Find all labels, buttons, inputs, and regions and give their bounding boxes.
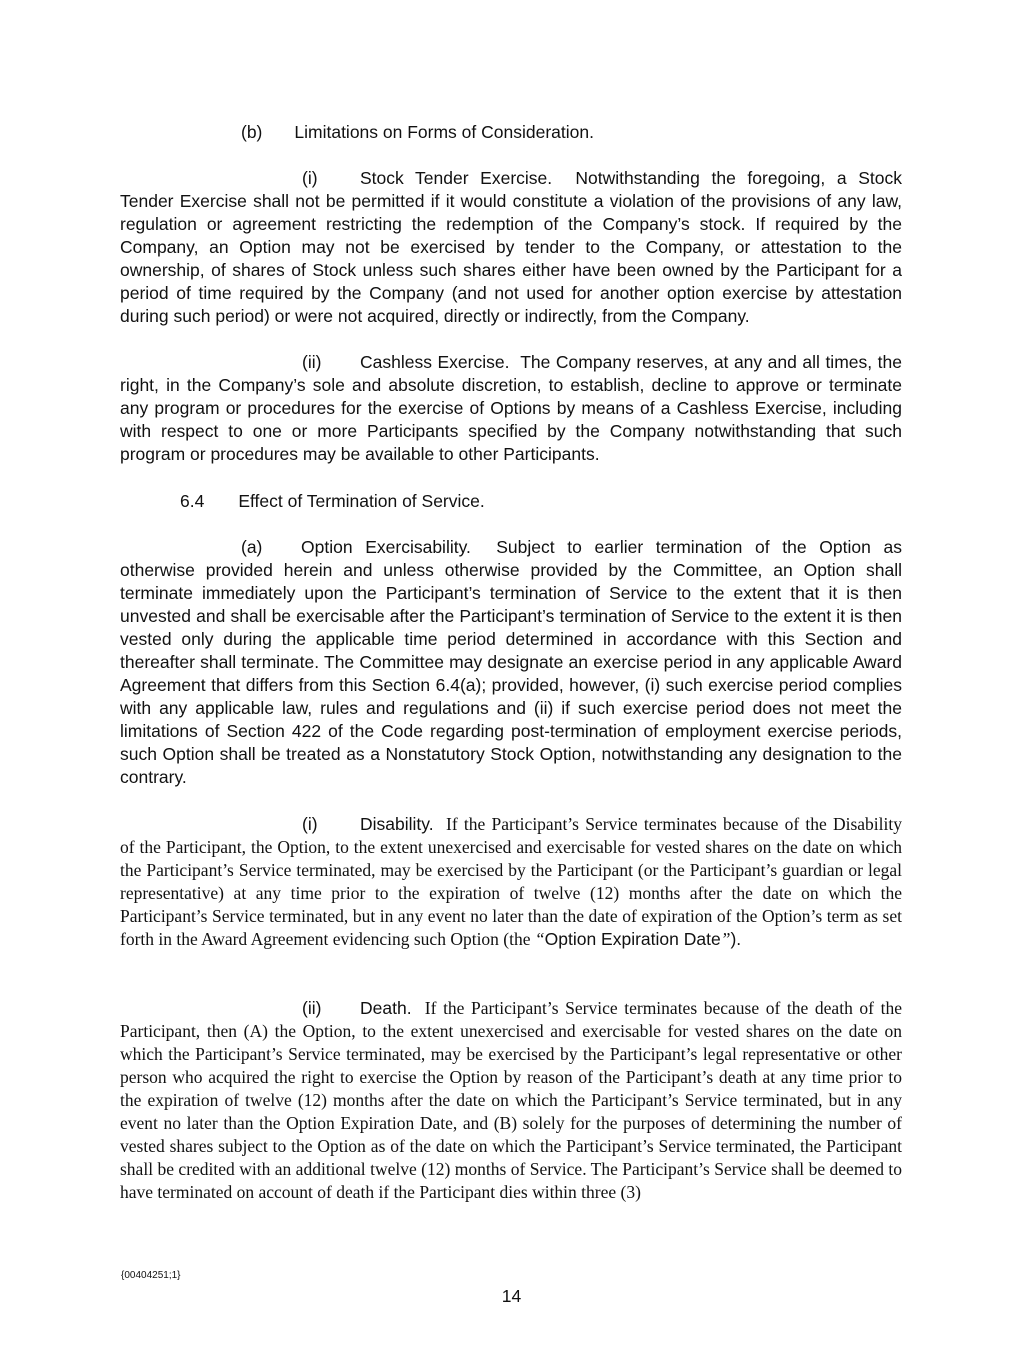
paragraph-text: If the Participant’s Service terminates because of the death of the Participant, then (A) the Option, to the extent unexercised and exercisable for vested shares on the date on which the Participant’s Service terminated, may be exercised by the Participant’s legal representative or other person who acquired the right to exercise the Option by reason of the Participant’s death at any time prior to the expiration of twelve (12) months after the date on which the Participant’s Service terminated, but in any event no later than the Option Expiration Date, and (B) solely for the purposes of determining the number of vested shares subject to the Option as of the date on which the Participant’s Service terminated, the Participant shall be credited with an additional twelve (12) months of Service. The Participant’s Service shall be deemed to have terminated on account of death if the Participant dies within three (3): [120, 998, 903, 1202]
page-number: 14: [501, 1286, 522, 1306]
paragraph-title: Death.: [360, 998, 412, 1018]
paragraph-option-exercisability: [120, 536, 902, 789]
section-heading-b: [241, 121, 594, 144]
paragraph-title: Stock Tender Exercise.: [360, 168, 553, 188]
close-quote: ”: [720, 929, 731, 949]
document-id: {00404251;1}: [121, 1270, 181, 1281]
paragraph-title: Option Exercisability.: [301, 537, 471, 557]
paragraph-ending: ).: [730, 929, 742, 949]
paragraph-death: [120, 997, 902, 1204]
section-label: (b): [241, 122, 263, 142]
paragraph-text: Notwithstanding the foregoing, a Stock Tender Exercise shall not be permitted if it would constitute a violation of the provisions of any law, regulation or agreement restricting the redemption of the Company’s stock. If required by the Company, an Option may not be exercised by tender to the Company, or attestation to the ownership, of shares of Stock unless such shares either have been owned by the Participant for a period of time required by the Company (and not used for another option exercise by attestation during such period) or were not acquired, directly or indirectly, from the Company.: [120, 168, 902, 326]
paragraph-cashless-exercise: [120, 351, 902, 466]
section-title: Effect of Termination of Service.: [238, 491, 485, 511]
paragraph-disability: [120, 813, 902, 951]
paragraph-title: Disability.: [360, 814, 434, 834]
paragraph-title: Cashless Exercise.: [360, 352, 510, 372]
paragraph-stock-tender-exercise: [120, 167, 902, 328]
paragraph-label: (ii): [302, 998, 322, 1018]
paragraph-label: (i): [302, 168, 318, 188]
paragraph-label: (i): [302, 814, 318, 834]
section-title: Limitations on Forms of Consideration.: [294, 122, 594, 142]
section-heading-6-4: [180, 490, 485, 513]
paragraph-text: Subject to earlier termination of the Option as otherwise provided herein and unless otherwise provided by the Committee, an Option shall terminate immediately upon the Participant’s termination of Service to the extent that it is then unvested and shall be exercisable after the Participant’s termination of Service to the extent it is then vested only during the applicable time period determined in accordance with this Section and thereafter shall terminate. The Committee may designate an exercise period in any applicable Award Agreement that differs from this Section 6.4(a); provided, however, (i) such exercise period complies with any applicable law, rules and regulations and (ii) if such exercise period does not meet the limitations of Section 422 of the Code regarding post-termination of employment exercise periods, such Option shall be treated as a Nonstatutory Stock Option, notwithstanding any designation to the contrary.: [120, 537, 902, 787]
paragraph-text: The Company reserves, at any and all times, the right, in the Company’s sole and absolute discretion, to establish, decline to approve or terminate any program or procedures for the exercise of Options by means of a Cashless Exercise, including with respect to one or more Participants specified by the Company notwithstanding that such program or procedures may be available to other Participants.: [120, 352, 902, 464]
paragraph-label: (ii): [302, 352, 322, 372]
defined-term: Option Expiration Date: [544, 929, 721, 949]
paragraph-text: If the Participant’s Service terminates because of the Disability of the Participant, the Option, to the extent unexercised and exercisable for vested shares on the date on which the Participant’s Service terminated, may be exercised by the Participant (or the Participant’s guardian or legal representative) at any time prior to the expiration of twelve (12) months after the date on which the Participant’s Service terminated, but in any event no later than the date of expiration of the Option’s term as set forth in the Award Agreement evidencing such Option (the: [120, 814, 902, 949]
paragraph-label: (a): [241, 537, 263, 557]
open-quote: “: [534, 929, 545, 949]
section-label: 6.4: [180, 491, 205, 511]
